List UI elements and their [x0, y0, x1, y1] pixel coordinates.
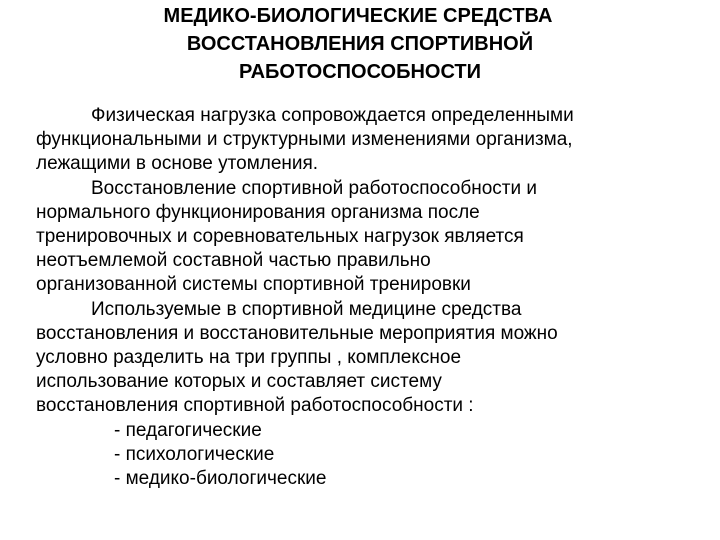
paragraph-line: Используемые в спортивной медицине средства — [91, 298, 522, 320]
paragraph-line: восстановления и восстановительные мероприятия можно — [36, 322, 558, 344]
paragraph-line: Восстановление спортивной работоспособности и — [91, 177, 537, 199]
slide-title — [0, 2, 720, 86]
list-item: - медико-биологические — [114, 468, 327, 490]
list-item: - педагогические — [114, 419, 262, 441]
paragraph-line: тренировочных и соревновательных нагрузок является — [36, 226, 524, 248]
paragraph-line: лежащими в основе утомления. — [36, 153, 319, 175]
paragraph-line: неотъемлемой составной частью правильно — [36, 250, 431, 272]
paragraph-line: организованной системы спортивной тренировки — [36, 274, 471, 296]
list-item: - психологические — [114, 443, 275, 465]
slide-body-text — [36, 104, 716, 491]
title-line: МЕДИКО-БИОЛОГИЧЕСКИЕ СРЕДСТВА — [163, 5, 553, 27]
title-line: РАБОТОСПОСОБНОСТИ — [238, 61, 482, 83]
paragraph-line: Физическая нагрузка сопровождается определенными — [91, 105, 574, 126]
paragraph-line: восстановления спортивной работоспособности : — [36, 395, 474, 417]
paragraph-line: использование которых и составляет систему — [36, 371, 442, 393]
paragraph-line: функциональными и структурными изменениями организма, — [36, 129, 573, 151]
title-line: ВОССТАНОВЛЕНИЯ СПОРТИВНОЙ — [186, 33, 534, 55]
paragraph-line: нормального функционирования организма после — [36, 201, 480, 223]
paragraph-line: условно разделить на три группы , комплексное — [36, 347, 462, 369]
